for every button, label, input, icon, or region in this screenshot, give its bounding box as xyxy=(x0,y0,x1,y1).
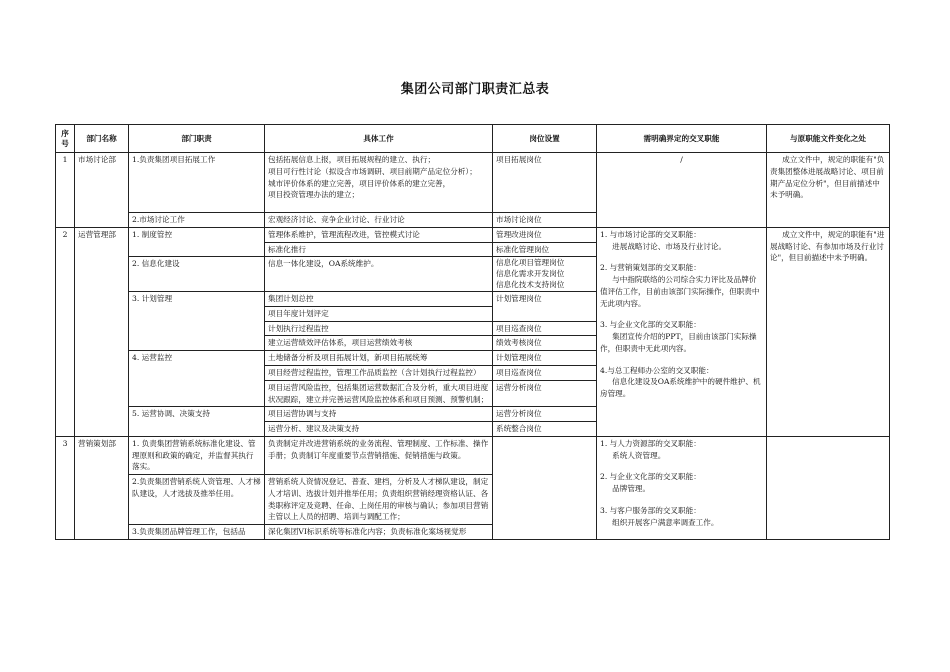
duty-cell: 2. 信息化建设 xyxy=(129,257,265,292)
cross-title: 2. 与营销策划部的交叉职能： xyxy=(600,263,701,273)
header-duty: 部门职责 xyxy=(129,125,265,153)
cross-cell xyxy=(597,227,767,436)
work-cell: 项目运营风险监控，包括集团运营数据汇合及分析，重大项目进度状况跟踪，建立并完善运营风险监控体系和项目预测、预警机制； xyxy=(265,380,493,407)
cross-title: 2. 与企业文化部的交叉职能： xyxy=(600,472,701,482)
work-cell: 包括拓展信息上报，项目拓展规程的建立、执行； 项目可行性讨论（拟设含市场调研、项目前期产品定位分析）； 城市评价体系的建立完善，项目评价体系的建立完善， 项目投资管理办法的建立； xyxy=(265,153,493,213)
work-cell: 计划执行过程监控 xyxy=(265,321,493,336)
duty-cell: 1. 制度管控 xyxy=(129,227,265,257)
dept-name: 营销策划部 xyxy=(75,436,129,539)
work-cell: 宏观经济讨论、竞争企业讨论、行业讨论 xyxy=(265,213,493,228)
table-header-row xyxy=(56,125,890,153)
duty-cell: 2.负责集团营销系统人资管理、人才梯队建设，人才选拔及推举任用。 xyxy=(129,475,265,525)
header-post: 岗位设置 xyxy=(493,125,597,153)
work-cell: 管理体系维护，管理流程改进，管控模式讨论 xyxy=(265,227,493,242)
table-row xyxy=(56,436,890,474)
cross-detail: 进展战略讨论、市场及行业讨论。 xyxy=(612,241,727,251)
dept-name: 运营管理部 xyxy=(75,227,129,436)
cross-cell xyxy=(597,436,767,539)
post-cell: 信息化项目管理岗位 信息化需求开发岗位 信息化技术支持岗位 xyxy=(493,257,597,292)
cross-detail: 信息化建设及OA系统维护中的硬件维护、机房管理。 xyxy=(600,377,761,399)
work-cell: 负责制定并改进营销系统的业务流程、管理制度、工作标准、操作手册；负责制订年度重要节点营销措施、促销措施与政策。 xyxy=(265,436,493,474)
post-cell: 计划管理岗位 xyxy=(493,351,597,366)
department-duty-table xyxy=(55,124,890,540)
header-change: 与原职能文件变化之处 xyxy=(767,125,890,153)
dept-seq: 3 xyxy=(56,436,75,539)
post-cell: 管理改进岗位 xyxy=(493,227,597,242)
cross-detail: 系统人资管理。 xyxy=(612,450,666,460)
work-cell: 集团计划总控 xyxy=(265,292,493,307)
duty-cell: 2.市场讨论工作 xyxy=(129,213,265,228)
dept-seq: 1 xyxy=(56,153,75,228)
cross-item xyxy=(600,365,763,400)
work-cell: 标准化推行 xyxy=(265,242,493,257)
work-cell: 运营分析、建议及决策支持 xyxy=(265,422,493,437)
header-seq: 序号 xyxy=(56,125,75,153)
duty-cell: 4. 运营监控 xyxy=(129,351,265,407)
duty-cell: 1. 负责集团营销系统标准化建设、管理原则和政策的确定，并监督其执行落实。 xyxy=(129,436,265,474)
cross-item xyxy=(600,438,763,462)
cross-item xyxy=(600,505,763,529)
post-cell: 系统整合岗位 xyxy=(493,422,597,437)
post-cell: 市场讨论岗位 xyxy=(493,213,597,228)
change-cell: 成立文件中，规定的职能有"进展战略讨论、有参加市场及行业讨论"，但目前描述中未予明确。 xyxy=(767,227,890,436)
cross-title: 3. 与企业文化部的交叉职能： xyxy=(600,320,701,330)
post-cell xyxy=(493,436,597,539)
cross-item xyxy=(600,471,763,495)
cross-title: 1. 与人力资源部的交叉职能： xyxy=(600,438,701,448)
cross-detail: 组织开展客户满意率调查工作。 xyxy=(612,517,719,527)
work-cell: 深化集团VI标识系统等标准化内容；负责标准化案场视觉形 xyxy=(265,525,493,540)
post-cell: 项目巡查岗位 xyxy=(493,366,597,381)
change-cell: 成立文件中，规定的职能有"负责集团整体进展战略讨论、项目前期产品定位分析"，但目前描述中未予明确。 xyxy=(767,153,890,228)
work-cell: 土地储备分析及项目拓展计划，新项目拓展统筹 xyxy=(265,351,493,366)
post-cell: 运营分析岗位 xyxy=(493,407,597,422)
header-cross: 需明确界定的交叉职能 xyxy=(597,125,767,153)
dept-seq: 2 xyxy=(56,227,75,436)
cross-item xyxy=(600,262,763,309)
cross-title: 3. 与客户服务部的交叉职能： xyxy=(600,505,701,515)
duty-cell: 5. 运营协调、决策支持 xyxy=(129,407,265,437)
duty-cell: 3.负责集团品牌管理工作，包括品 xyxy=(129,525,265,540)
post-cell: 标准化管理岗位 xyxy=(493,242,597,257)
work-cell: 信息一体化建设，OA系统维护。 xyxy=(265,257,493,292)
duty-cell: 1.负责集团项目拓展工作 xyxy=(129,153,265,213)
header-work: 具体工作 xyxy=(265,125,493,153)
table-row xyxy=(56,227,890,242)
post-cell: 运营分析岗位 xyxy=(493,380,597,407)
post-cell: 项目拓展岗位 xyxy=(493,153,597,213)
dept-name: 市场讨论部 xyxy=(75,153,129,228)
work-cell: 项目经营过程监控，管理工作品质监控（含计划执行过程监控） xyxy=(265,366,493,381)
table-row xyxy=(56,153,890,213)
work-cell: 项目运营协调与支持 xyxy=(265,407,493,422)
cross-detail: 品牌管理。 xyxy=(612,484,651,494)
cross-item xyxy=(600,319,763,354)
work-cell: 建立运营绩效评估体系，项目运营绩效考核 xyxy=(265,336,493,351)
cross-cell: / xyxy=(597,153,767,228)
post-cell: 绩效考核岗位 xyxy=(493,336,597,351)
cross-item xyxy=(600,229,763,253)
cross-title: 4.与总工程师办公室的交叉职能： xyxy=(600,365,714,375)
post-cell: 计划管理岗位 xyxy=(493,292,597,322)
duty-cell: 3. 计划管理 xyxy=(129,292,265,351)
cross-detail: 集团宣传介绍的PPT，目前由该部门实际操作，但职责中无此项内容。 xyxy=(600,332,757,353)
document-title: 集团公司部门职责汇总表 xyxy=(400,82,550,97)
post-cell: 项目巡查岗位 xyxy=(493,321,597,336)
work-cell: 营销系统人资情况登记、普查、建档，分析及人才梯队建设，制定人才培训、选拔计划并推举任用；负责组织营销经理资格认证、各类职称评定及竞聘、任命、上岗任用的审核与确认；参加项目营销主管以上人员的招聘、培训与调配工作； xyxy=(265,475,493,525)
work-cell: 项目年度计划评定 xyxy=(265,306,493,321)
header-dept: 部门名称 xyxy=(75,125,129,153)
cross-title: 1. 与市场讨论部的交叉职能： xyxy=(600,229,701,239)
cross-detail: 与中指院联络的公司综合实力评比及品牌价值评估工作，目前由该部门实际操作，但职责中无此项内容。 xyxy=(600,275,760,308)
change-cell xyxy=(767,436,890,539)
